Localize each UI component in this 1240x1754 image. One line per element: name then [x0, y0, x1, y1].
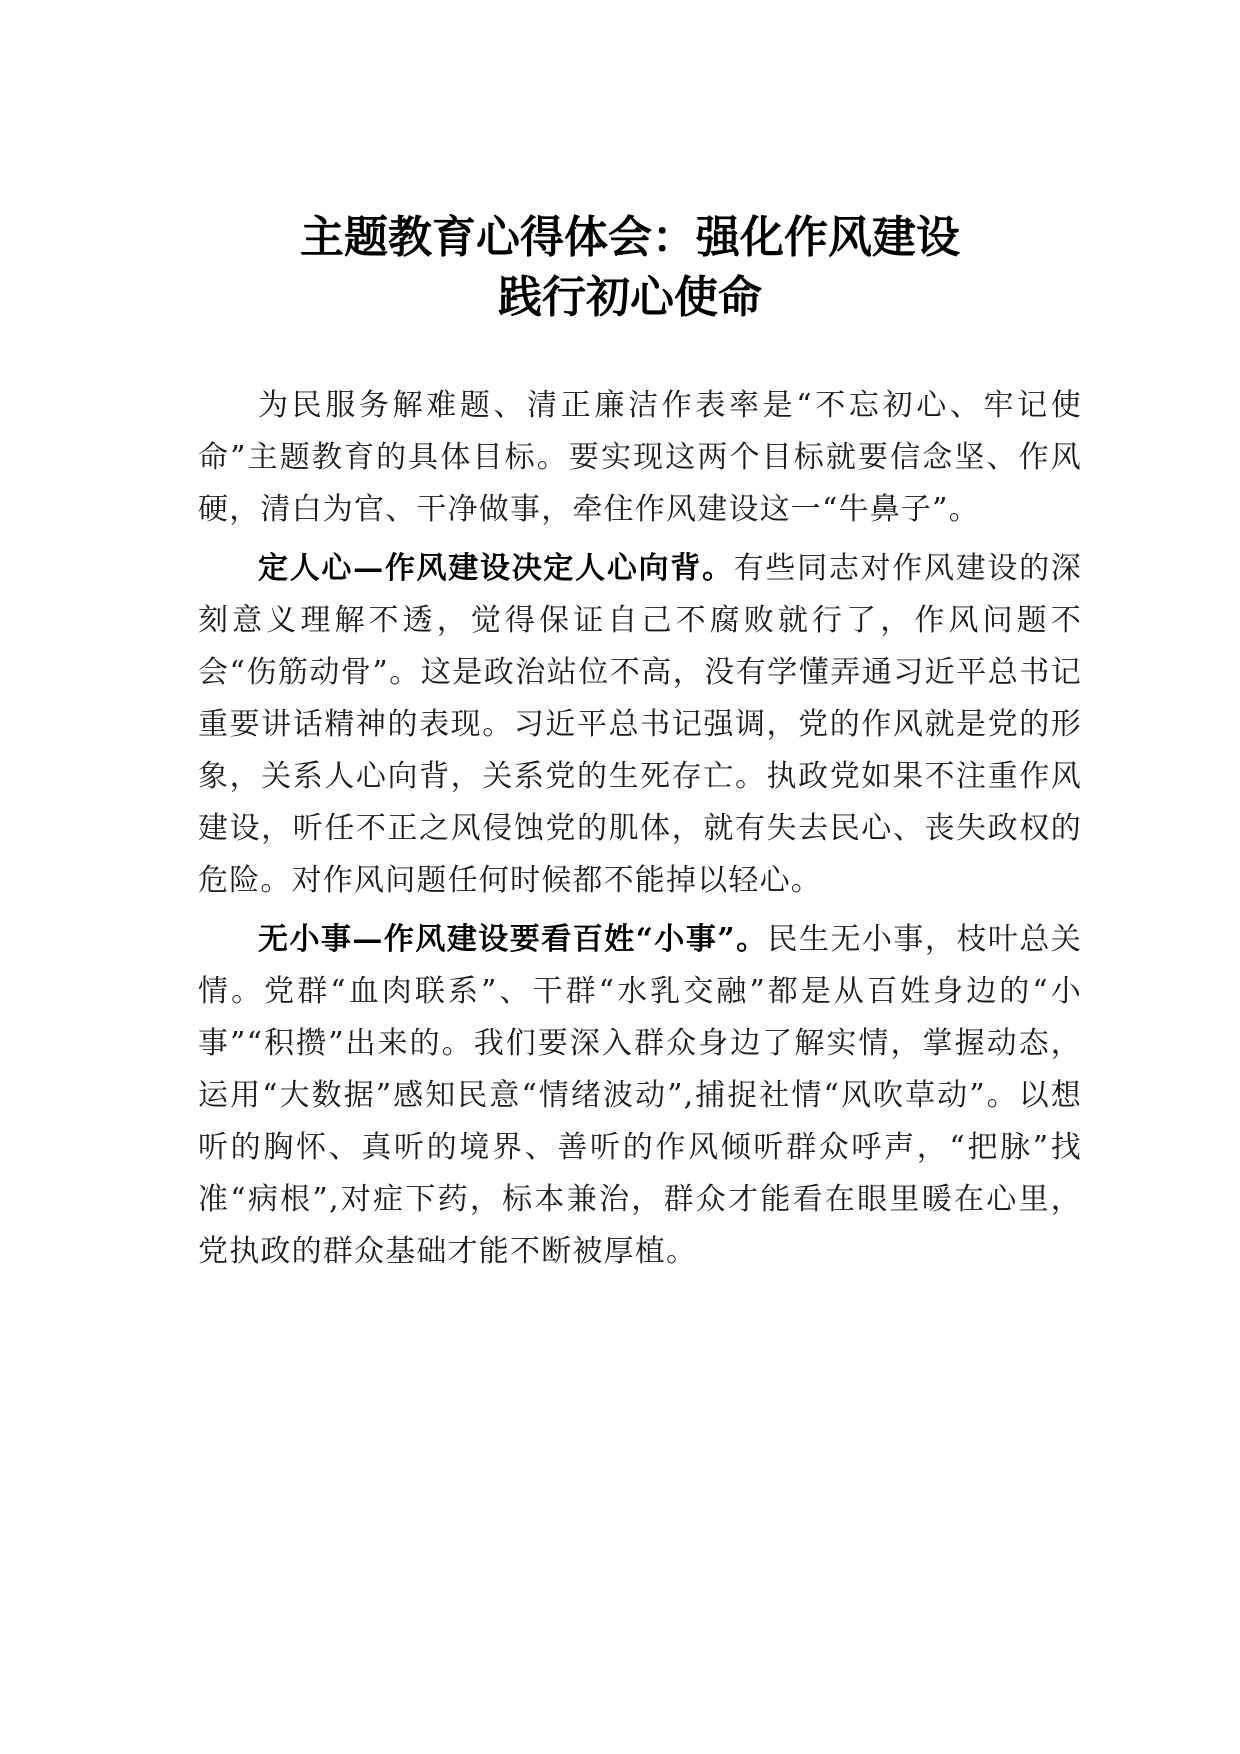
paragraph-text: 民生无小事，枝叶总关情。党群“血肉联系”、干群“水乳交融”都是从百姓身边的“小事”“积攒”出来的。我们要深入群众身边了解实情，掌握动态，运用“大数据”感知民意“情绪波动”,捕捉社情“风吹草动”。以想听的胸怀、真听的境界、善听的作风倾听群众呼声，“把脉”找准“病根”,对症下药，标本兼治，群众才能看在眼里暖在心里，党执政的群众基础才能不断被厚植。 [198, 922, 1082, 1269]
paragraph-lead: 无小事—作风建设要看百姓“小事”。 [258, 922, 768, 957]
paragraph-section-2 [198, 914, 1082, 1278]
title-line-1: 主题教育心得体会：强化作风建设 [300, 212, 960, 263]
title-line-2: 践行初心使命 [498, 272, 762, 323]
paragraph-text: 为民服务解难题、清正廉洁作表率是“不忘初心、牢记使命”主题教育的具体目标。要实现这两个目标就要信念坚、作风硬，清白为官、干净做事，牵住作风建设这一“牛鼻子”。 [198, 388, 1082, 527]
paragraph-lead: 定人心—作风建设决定人心向背。 [258, 551, 734, 586]
paragraph-section-1 [198, 543, 1082, 907]
document-body [198, 380, 1082, 1285]
document-title [200, 208, 1060, 328]
paragraph-intro [198, 380, 1082, 536]
paragraph-text: 有些同志对作风建设的深刻意义理解不透，觉得保证自己不腐败就行了，作风问题不会“伤筋动骨”。这是政治站位不高，没有学懂弄通习近平总书记重要讲话精神的表现。习近平总书记强调，党的作风就是党的形象，关系人心向背，关系党的生死存亡。执政党如果不注重作风建设，听任不正之风侵蚀党的肌体，就有失去民心、丧失政权的危险。对作风问题任何时候都不能掉以轻心。 [198, 551, 1083, 898]
